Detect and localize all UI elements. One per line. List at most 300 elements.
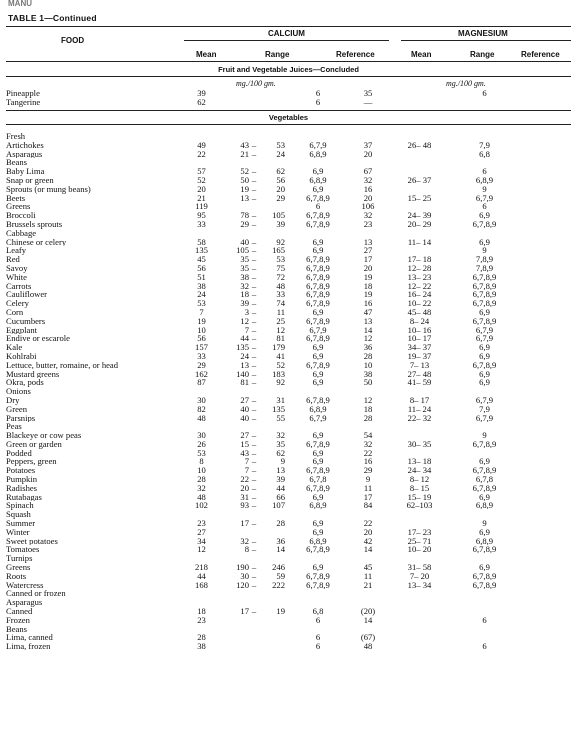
calcium-range-dash: – xyxy=(251,466,257,476)
calcium-range-high-cell: 48 xyxy=(276,281,285,291)
calcium-range-high-cell: 32 xyxy=(276,431,285,440)
calcium-mean-cell xyxy=(182,598,221,607)
calcium-mean-cell: 18 xyxy=(197,607,206,616)
calcium-range-low-cell xyxy=(221,98,249,107)
calcium-reference-cell: 6,9 xyxy=(312,448,324,458)
calcium-reference-cell: 6,7,8,9 xyxy=(306,571,330,581)
food-cell: Onions xyxy=(6,387,31,396)
calcium-range-high-cell xyxy=(259,89,285,98)
food-cell: Blackeye or cow peas xyxy=(6,431,82,440)
calcium-reference-cell: 6,7,8,9 xyxy=(306,360,330,370)
magnesium-reference-cell: 6,7,9 xyxy=(475,395,494,405)
magnesium-range-cell: 16– 24 xyxy=(407,290,432,300)
magnesium-mean-cell: 36 xyxy=(363,343,373,352)
table-row xyxy=(6,598,515,607)
magnesium-range-cell xyxy=(385,158,454,167)
calcium-range-dash: – xyxy=(251,272,257,282)
calcium-range-dash: – xyxy=(251,255,257,264)
calcium-mean-cell xyxy=(182,132,221,141)
calcium-range-dash: – xyxy=(251,334,257,344)
calcium-mean-cell: 119 xyxy=(195,202,208,212)
magnesium-mean-cell: 13 xyxy=(363,237,373,247)
running-header: MANU xyxy=(8,0,32,8)
calcium-range-high-cell xyxy=(259,158,285,167)
magnesium-range-cell xyxy=(385,625,454,634)
magnesium-range-cell: 27– 48 xyxy=(407,369,432,379)
calcium-range-dash: – xyxy=(251,563,257,572)
vegetables-section-rule xyxy=(6,124,571,125)
calcium-reference-cell: 6,9 xyxy=(312,237,324,247)
table-row xyxy=(6,572,515,581)
calcium-mean-header: Mean xyxy=(196,50,217,59)
table-row xyxy=(6,642,515,651)
magnesium-range-cell: 22– 32 xyxy=(407,413,432,423)
magnesium-reference-cell: 6,9 xyxy=(479,237,490,247)
magnesium-range-cell: 17– 18 xyxy=(407,255,432,264)
calcium-range-low-cell: 31 xyxy=(240,492,249,502)
calcium-range-high-cell: 62 xyxy=(276,448,285,458)
calcium-range-high-cell: 36 xyxy=(276,536,285,546)
calcium-mean-cell: 28 xyxy=(197,633,206,643)
magnesium-mean-cell: (67) xyxy=(360,633,376,643)
table-row xyxy=(6,246,515,255)
magnesium-reference-cell xyxy=(454,554,515,563)
calcium-mean-cell: 218 xyxy=(195,563,208,572)
magnesium-range-cell xyxy=(385,589,454,598)
food-cell: Parsnips xyxy=(6,413,36,423)
magnesium-reference-cell xyxy=(454,598,515,607)
magnesium-range-cell xyxy=(385,633,454,642)
calcium-unit: mg./100 gm. xyxy=(236,79,276,88)
magnesium-mean-cell: 14 xyxy=(363,325,373,335)
calcium-mean-cell xyxy=(182,625,221,634)
table-row xyxy=(6,317,515,326)
calcium-range-high-cell xyxy=(259,616,285,625)
magnesium-mean-cell xyxy=(351,132,385,141)
calcium-range-low-cell: 40 xyxy=(240,413,249,423)
magnesium-reference-cell: 7,8,9 xyxy=(475,255,494,264)
calcium-reference-cell: 6,7,8,9 xyxy=(306,316,330,326)
calcium-range-dash: – xyxy=(251,140,257,150)
food-cell: Asparagus xyxy=(6,149,43,159)
magnesium-reference-cell xyxy=(454,449,515,458)
calcium-range-low-cell: 13 xyxy=(240,360,249,370)
calcium-mean-cell: 8 xyxy=(199,457,204,467)
food-cell: Leafy xyxy=(6,246,27,256)
food-cell: Red xyxy=(6,255,20,264)
food-cell: Potatoes xyxy=(6,466,36,476)
food-cell: Eggplant xyxy=(6,325,38,335)
magnesium-reference-cell xyxy=(454,589,515,598)
table-row xyxy=(6,308,515,317)
magnesium-range-cell: 24– 39 xyxy=(407,211,432,220)
magnesium-reference-cell: 6,7,8,9 xyxy=(472,299,497,308)
food-cell: Broccoli xyxy=(6,211,36,220)
food-cell: Cucumbers xyxy=(6,316,46,326)
calcium-range-low-cell: 50 xyxy=(240,175,249,185)
calcium-range-high-cell: 179 xyxy=(272,343,285,352)
calcium-range-dash: – xyxy=(251,343,257,352)
calcium-range-high-cell: 12 xyxy=(276,325,285,335)
calcium-range-high-cell: 183 xyxy=(272,369,285,379)
food-cell: Watercress xyxy=(6,580,44,590)
magnesium-mean-cell: 23 xyxy=(363,219,373,229)
calcium-range-low-cell: 190 xyxy=(236,563,249,572)
table-row xyxy=(6,607,515,616)
calcium-mean-cell: 10 xyxy=(197,325,206,335)
table-row xyxy=(6,484,515,493)
calcium-mean-cell: 102 xyxy=(195,501,208,511)
calcium-range-low-cell xyxy=(221,387,249,396)
magnesium-mean-cell: — xyxy=(363,97,373,107)
magnesium-range-cell: 25– 71 xyxy=(407,536,432,546)
magnesium-reference-cell: 6,7,8,9 xyxy=(472,439,497,449)
calcium-mean-cell xyxy=(182,422,221,431)
calcium-range-dash: – xyxy=(251,167,257,176)
calcium-range-low-cell: 35 xyxy=(240,263,249,273)
table-title: TABLE 1—Continued xyxy=(8,13,97,23)
calcium-reference-cell: 6,9 xyxy=(312,519,324,528)
calcium-range-low-cell xyxy=(221,510,249,519)
calcium-reference-cell: 6,9 xyxy=(312,246,324,256)
calcium-reference-cell: 6,7,8,9 xyxy=(306,255,330,264)
calcium-range-high-cell: 75 xyxy=(276,263,285,273)
magnesium-mean-cell xyxy=(351,510,385,519)
table-row xyxy=(6,290,515,299)
table-row xyxy=(6,616,515,625)
food-cell: Radishes xyxy=(6,483,38,493)
magnesium-range-cell: 13– 34 xyxy=(407,580,432,590)
magnesium-reference-cell: 6,9 xyxy=(479,378,490,388)
calcium-range-low-cell xyxy=(221,625,249,634)
calcium-range-low-cell xyxy=(221,132,249,141)
magnesium-range-cell: 8– 24 xyxy=(409,316,430,326)
magnesium-range-cell: 19– 37 xyxy=(407,351,432,361)
magnesium-range-cell: 11– 14 xyxy=(407,237,432,247)
calcium-mean-cell: 7 xyxy=(199,307,204,317)
magnesium-reference-cell xyxy=(454,229,515,238)
calcium-range-low-cell: 18 xyxy=(240,290,249,300)
magnesium-reference-cell: 6,8,9 xyxy=(475,175,494,185)
calcium-range-high-cell xyxy=(259,132,285,141)
calcium-range-low-cell xyxy=(221,422,249,431)
calcium-mean-cell: 95 xyxy=(197,211,206,220)
calcium-range-low-cell: 40 xyxy=(240,404,249,414)
magnesium-range-cell: 13– 23 xyxy=(407,272,432,282)
calcium-mean-cell: 53 xyxy=(197,299,206,308)
magnesium-reference-cell: 6,7,8,9 xyxy=(472,219,497,229)
food-cell: Canned xyxy=(6,607,33,616)
food-cell: Beans xyxy=(6,158,28,168)
magnesium-reference-cell: 9 xyxy=(482,519,487,528)
calcium-mean-cell: 87 xyxy=(197,378,206,388)
food-cell: Snap or green xyxy=(6,175,54,185)
calcium-reference-cell: 6,7,8,9 xyxy=(306,290,330,300)
calcium-reference-cell: 6 xyxy=(315,202,321,212)
magnesium-reference-cell xyxy=(454,387,515,396)
magnesium-mean-cell: 13 xyxy=(363,316,373,326)
calcium-reference-cell: 6,7,8,9 xyxy=(306,334,330,344)
calcium-reference-cell: 6,7,8,9 xyxy=(306,299,330,308)
magnesium-range-cell xyxy=(385,598,454,607)
magnesium-mean-cell xyxy=(351,422,385,431)
magnesium-reference-cell: 7,8,9 xyxy=(475,263,494,273)
calcium-range-high-cell: 53 xyxy=(276,140,285,150)
magnesium-reference-cell: 6,9 xyxy=(479,492,490,502)
table-row xyxy=(6,387,515,396)
calcium-range-low-cell: 52 xyxy=(240,167,249,176)
calcium-range-low-cell: 27 xyxy=(240,431,249,440)
food-cell: Lima, frozen xyxy=(6,642,51,652)
calcium-range-low-cell: 120 xyxy=(236,580,249,590)
calcium-range-dash: – xyxy=(251,237,257,247)
calcium-range-dash xyxy=(249,528,259,537)
calcium-reference-cell: 6,9 xyxy=(312,492,324,502)
calcium-range-low-cell: 17 xyxy=(240,519,249,528)
calcium-mean-cell: 23 xyxy=(197,519,206,528)
magnesium-range-cell xyxy=(385,554,454,563)
table-row xyxy=(6,211,515,220)
calcium-reference-cell: 6,8,9 xyxy=(309,404,327,414)
calcium-range-dash: – xyxy=(251,299,257,308)
magnesium-range-cell xyxy=(385,510,454,519)
calcium-mean-cell: 52 xyxy=(197,175,206,185)
magnesium-mean-cell: 16 xyxy=(363,457,373,467)
calcium-reference-cell xyxy=(285,625,351,634)
magnesium-reference-cell xyxy=(454,98,515,107)
calcium-mean-cell xyxy=(182,158,221,167)
table-row xyxy=(6,563,515,572)
magnesium-reference-cell: 6,9 xyxy=(479,351,490,361)
magnesium-range-cell: 26– 48 xyxy=(407,140,432,150)
magnesium-range-cell: 8– 15 xyxy=(409,483,430,493)
magnesium-mean-cell: 20 xyxy=(363,149,373,159)
magnesium-mean-cell xyxy=(351,158,385,167)
calcium-mean-cell xyxy=(182,387,221,396)
table-row xyxy=(6,457,515,466)
calcium-mean-cell: 38 xyxy=(197,642,206,652)
calcium-mean-cell: 22 xyxy=(197,149,206,159)
magnesium-mean-header: Mean xyxy=(411,50,432,59)
magnesium-range-cell xyxy=(385,519,454,528)
table-row xyxy=(6,370,515,379)
magnesium-mean-cell: 19 xyxy=(363,272,373,282)
calcium-range-high-cell xyxy=(259,598,285,607)
magnesium-unit: mg./100 gm. xyxy=(446,79,486,88)
calcium-reference-cell: 6,9 xyxy=(312,184,324,194)
calcium-mean-cell: 39 xyxy=(197,89,206,98)
calcium-mean-cell: 51 xyxy=(197,272,206,282)
calcium-range-low-cell: 7 xyxy=(244,457,249,467)
calcium-range-dash xyxy=(249,554,259,563)
magnesium-mean-cell: 11 xyxy=(363,571,373,581)
magnesium-rule xyxy=(401,40,571,41)
calcium-mean-cell: 49 xyxy=(197,140,206,150)
calcium-mean-cell: 58 xyxy=(197,237,206,247)
calcium-reference-cell xyxy=(285,422,351,431)
food-cell: Peppers, green xyxy=(6,457,57,467)
magnesium-range-cell: 15– 19 xyxy=(407,492,432,502)
magnesium-range-cell: 31– 58 xyxy=(407,563,432,572)
magnesium-reference-cell: 6,9 xyxy=(479,527,490,537)
calcium-range-high-cell: 39 xyxy=(276,219,285,229)
calcium-range-dash xyxy=(249,633,259,642)
calcium-range-dash: – xyxy=(251,607,257,616)
calcium-mean-cell: 23 xyxy=(197,615,206,625)
calcium-range-low-cell xyxy=(221,616,249,625)
calcium-range-high-cell: 246 xyxy=(272,563,285,572)
calcium-range-dash: – xyxy=(251,307,257,317)
juices-section-header: Fruit and Vegetable Juices—Concluded xyxy=(218,65,359,74)
calcium-header: CALCIUM xyxy=(268,29,305,38)
calcium-mean-cell: 57 xyxy=(197,167,206,176)
food-cell: Lettuce, butter, romaine, or head xyxy=(6,360,119,370)
magnesium-reference-cell xyxy=(454,625,515,634)
calcium-range-low-cell: 15 xyxy=(240,439,249,449)
table-row xyxy=(6,545,515,554)
magnesium-mean-cell: 38 xyxy=(363,369,373,379)
calcium-reference-cell xyxy=(285,132,351,141)
magnesium-reference-cell: 9 xyxy=(482,184,487,194)
calcium-reference-cell: 6,7,9 xyxy=(309,413,327,423)
calcium-mean-cell xyxy=(182,589,221,598)
calcium-mean-cell: 56 xyxy=(197,334,206,344)
calcium-mean-cell: 34 xyxy=(197,536,206,546)
magnesium-range-cell: 7– 20 xyxy=(409,571,430,581)
calcium-mean-cell: 157 xyxy=(195,343,208,352)
calcium-range-dash xyxy=(249,616,259,625)
magnesium-range-cell: 10– 17 xyxy=(407,334,432,344)
calcium-range-low-cell xyxy=(221,528,249,537)
calcium-range-dash: – xyxy=(251,281,257,291)
calcium-range-high-cell: 29 xyxy=(276,193,285,203)
calcium-reference-cell xyxy=(285,589,351,598)
top-rule xyxy=(6,26,571,27)
food-cell: Rutabagas xyxy=(6,492,42,502)
food-cell: Tomatoes xyxy=(6,545,40,555)
magnesium-mean-cell xyxy=(351,625,385,634)
magnesium-range-cell: 30– 35 xyxy=(407,439,432,449)
calcium-mean-cell: 20 xyxy=(197,184,206,194)
magnesium-range-cell: 10– 20 xyxy=(407,545,432,555)
magnesium-reference-cell: 6,7,8,9 xyxy=(472,571,497,581)
calcium-range-low-cell xyxy=(221,633,249,642)
magnesium-reference-cell: 6,7,8,9 xyxy=(472,360,497,370)
magnesium-range-cell: 12– 28 xyxy=(407,263,432,273)
food-cell: Chinese or celery xyxy=(6,237,67,247)
magnesium-range-cell xyxy=(385,98,454,107)
food-cell: Peas xyxy=(6,422,22,432)
calcium-range-high-cell: 165 xyxy=(272,246,285,256)
calcium-range-dash xyxy=(249,202,259,211)
calcium-reference-cell: 6,7,8 xyxy=(309,475,327,484)
calcium-reference-cell: 6,9 xyxy=(312,457,324,467)
magnesium-mean-cell: 12 xyxy=(363,395,373,405)
magnesium-reference-cell: 6 xyxy=(482,642,487,652)
magnesium-reference-cell: 6,7,9 xyxy=(475,413,494,423)
magnesium-reference-cell: 6,7,8,9 xyxy=(472,483,497,493)
calcium-rule xyxy=(184,40,389,41)
calcium-range-low-cell: 135 xyxy=(236,343,249,352)
calcium-mean-cell: 62 xyxy=(197,97,206,107)
calcium-range-high-cell: 35 xyxy=(276,439,285,449)
table-row xyxy=(6,167,515,176)
magnesium-mean-cell: 20 xyxy=(363,527,373,537)
magnesium-reference-cell xyxy=(454,132,515,141)
calcium-range-dash: – xyxy=(251,439,257,449)
calcium-range-high-cell: 107 xyxy=(272,501,285,511)
calcium-range-high-cell: 39 xyxy=(276,475,285,484)
calcium-reference-cell: 6,7,8,9 xyxy=(306,263,330,273)
magnesium-reference-cell: 6,9 xyxy=(479,343,490,352)
calcium-range-high-cell xyxy=(259,528,285,537)
magnesium-reference-cell: 7,9 xyxy=(479,404,490,414)
magnesium-mean-cell: 20 xyxy=(363,263,373,273)
calcium-reference-cell: 6,9 xyxy=(312,527,324,537)
calcium-range-high-cell: 31 xyxy=(276,395,285,405)
calcium-range-high-cell: 13 xyxy=(276,466,285,476)
calcium-mean-cell: 38 xyxy=(197,281,206,291)
calcium-reference-cell: 6,7,8,9 xyxy=(306,439,330,449)
magnesium-reference-cell: 6,8 xyxy=(479,149,490,159)
calcium-range-high-cell: 92 xyxy=(276,237,285,247)
calcium-range-dash: – xyxy=(251,351,257,361)
food-cell: Canned or frozen xyxy=(6,589,66,599)
magnesium-range-cell: 8– 17 xyxy=(409,395,430,405)
calcium-reference-cell xyxy=(285,598,351,607)
magnesium-mean-cell: 28 xyxy=(363,413,373,423)
calcium-range-high-cell: 74 xyxy=(276,299,285,308)
calcium-range-low-cell xyxy=(221,158,249,167)
food-cell: Corn xyxy=(6,307,24,317)
magnesium-reference-cell: 6,7,8,9 xyxy=(472,545,497,555)
calcium-range-low-cell xyxy=(221,642,249,651)
calcium-range-dash: – xyxy=(251,360,257,370)
calcium-range-dash xyxy=(249,132,259,141)
calcium-range-low-cell: 40 xyxy=(240,237,249,247)
food-cell: Baby Lima xyxy=(6,167,45,176)
calcium-range-dash: – xyxy=(251,571,257,581)
calcium-range-high-cell: 11 xyxy=(276,307,285,317)
calcium-mean-cell: 168 xyxy=(195,580,208,590)
magnesium-reference-cell: 6,9 xyxy=(479,211,490,220)
calcium-range-dash: – xyxy=(251,246,257,256)
calcium-mean-cell xyxy=(182,229,221,238)
table-row xyxy=(6,510,515,519)
table-row xyxy=(6,132,515,141)
magnesium-mean-cell: 48 xyxy=(363,642,373,652)
calcium-range-dash: – xyxy=(251,519,257,528)
calcium-range-low-cell: 43 xyxy=(240,140,249,150)
magnesium-mean-cell: 45 xyxy=(363,563,373,572)
calcium-range-low-cell: 24 xyxy=(240,351,249,361)
magnesium-range-cell: 8– 12 xyxy=(409,475,430,484)
calcium-mean-cell: 28 xyxy=(197,475,206,484)
table-row xyxy=(6,273,515,282)
magnesium-mean-cell xyxy=(351,554,385,563)
magnesium-reference-cell: 6,7,8,9 xyxy=(472,281,497,291)
calcium-range-dash: – xyxy=(251,175,257,185)
calcium-reference-cell: 6,7,8,9 xyxy=(306,483,330,493)
calcium-mean-cell: 19 xyxy=(197,316,206,326)
table-row xyxy=(6,282,515,291)
table-row xyxy=(6,202,515,211)
calcium-reference-cell: 6 xyxy=(315,89,321,98)
calcium-range-high-cell xyxy=(259,642,285,651)
calcium-range-low-cell: 35 xyxy=(240,255,249,264)
food-cell: Pumpkin xyxy=(6,475,38,484)
food-cell: Brussels sprouts xyxy=(6,219,63,229)
